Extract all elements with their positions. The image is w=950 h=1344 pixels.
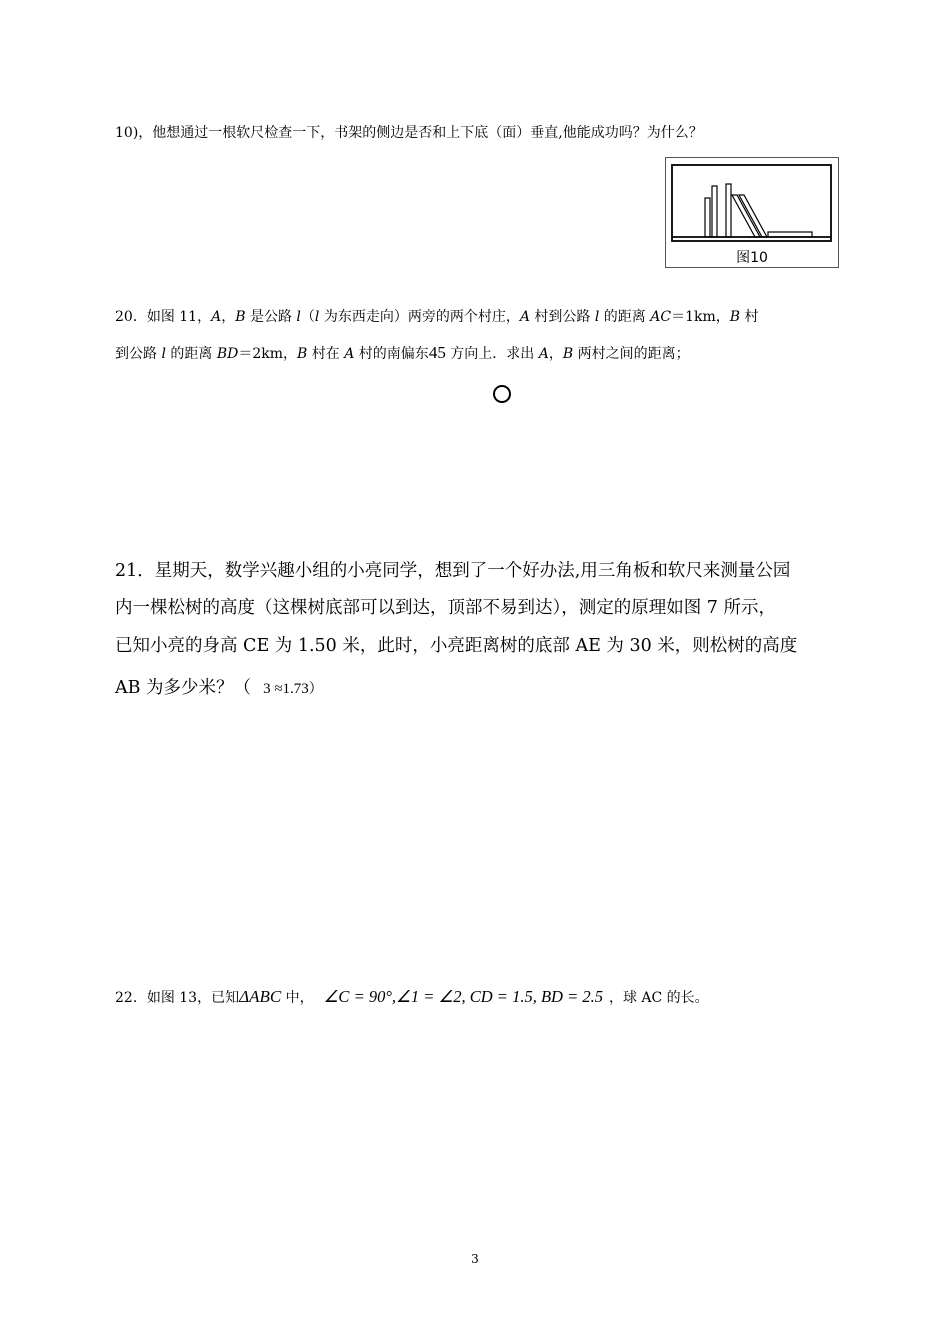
- q20-text: 是公路: [245, 309, 297, 325]
- var-a: A: [211, 309, 222, 325]
- var-l: l: [296, 309, 301, 325]
- q20-text: 方向上．求出: [445, 346, 539, 362]
- q20-text: 村在: [307, 346, 345, 362]
- comma: ，: [608, 990, 623, 1006]
- q22-line: [115, 987, 709, 1007]
- q20-text: 到公路: [115, 346, 162, 362]
- q20-line-2: [115, 343, 690, 363]
- var-l: l: [594, 309, 600, 325]
- comma: ，: [548, 346, 563, 362]
- book-1: [705, 198, 710, 237]
- q20-line-1: [115, 306, 759, 326]
- q20-text: 为东西走向）两旁的两个村庄，: [319, 309, 520, 325]
- circle-mark: [493, 385, 511, 403]
- q21-text: AB 为多少米？（: [115, 678, 252, 698]
- var-b: B: [235, 309, 246, 325]
- q22-text: 球 AC 的长。: [622, 990, 709, 1006]
- q22-text: 22．如图 13，已知: [115, 990, 240, 1006]
- q20-text: 村: [740, 309, 759, 325]
- page-number: 3: [471, 1252, 479, 1266]
- var-b: B: [297, 346, 308, 362]
- q22-formula: ∠C = 90°,∠1 = ∠2, CD = 1.5, BD = 2.5: [323, 987, 603, 1006]
- var-b: B: [729, 309, 741, 325]
- comma: ，: [221, 309, 236, 325]
- var-b: B: [562, 346, 574, 362]
- q20-text: 村的南偏东: [354, 346, 429, 362]
- q21-line-1: 21．星期天，数学兴趣小组的小亮同学，想到了一个好办法,用三角板和软尺来测量公园: [115, 561, 791, 581]
- q20-text: ＝2km，: [238, 346, 298, 362]
- figure-10-bookshelf: [665, 157, 839, 268]
- q21-line-4: [115, 674, 323, 699]
- paren: ）: [308, 681, 323, 697]
- q20-text: 两村之间的距离；: [573, 346, 690, 362]
- sqrt-approx: 3 ≈1.73: [263, 681, 309, 697]
- q22-text: 中，: [281, 990, 314, 1006]
- var-l: l: [161, 346, 166, 362]
- var-a: A: [538, 346, 549, 362]
- figure-caption: 图10: [736, 250, 768, 266]
- var-ac: AC: [650, 309, 672, 325]
- var-l: l: [314, 309, 320, 325]
- q20-text: ＝1km，: [671, 309, 730, 325]
- book-2: [712, 186, 717, 237]
- paren: （: [300, 309, 315, 325]
- q20-text: 村到公路: [529, 309, 595, 325]
- q21-line-3: 已知小亮的身高 CE 为 1.50 米，此时，小亮距离树的底部 AE 为 30 米，则松树的高度: [115, 636, 798, 656]
- q20-text: 20．如图 11，: [115, 309, 212, 325]
- q19-text: 10)，他想通过一根软尺检查一下，书架的侧边是否和上下底（面）垂直,他能成功吗？为什么？: [115, 125, 703, 141]
- angle-value: 45: [428, 343, 446, 362]
- q20-text: 的距离: [599, 309, 651, 325]
- q20-text: 的距离: [165, 346, 217, 362]
- var-a: A: [344, 346, 355, 362]
- book-3: [726, 184, 731, 237]
- triangle-abc: ΔABC: [239, 987, 282, 1006]
- q21-line-2: 内一棵松树的高度（这棵树底部可以到达，顶部不易到达），测定的原理如图 7 所示，: [115, 598, 777, 618]
- var-a: A: [519, 309, 530, 325]
- var-bd: BD: [216, 346, 239, 362]
